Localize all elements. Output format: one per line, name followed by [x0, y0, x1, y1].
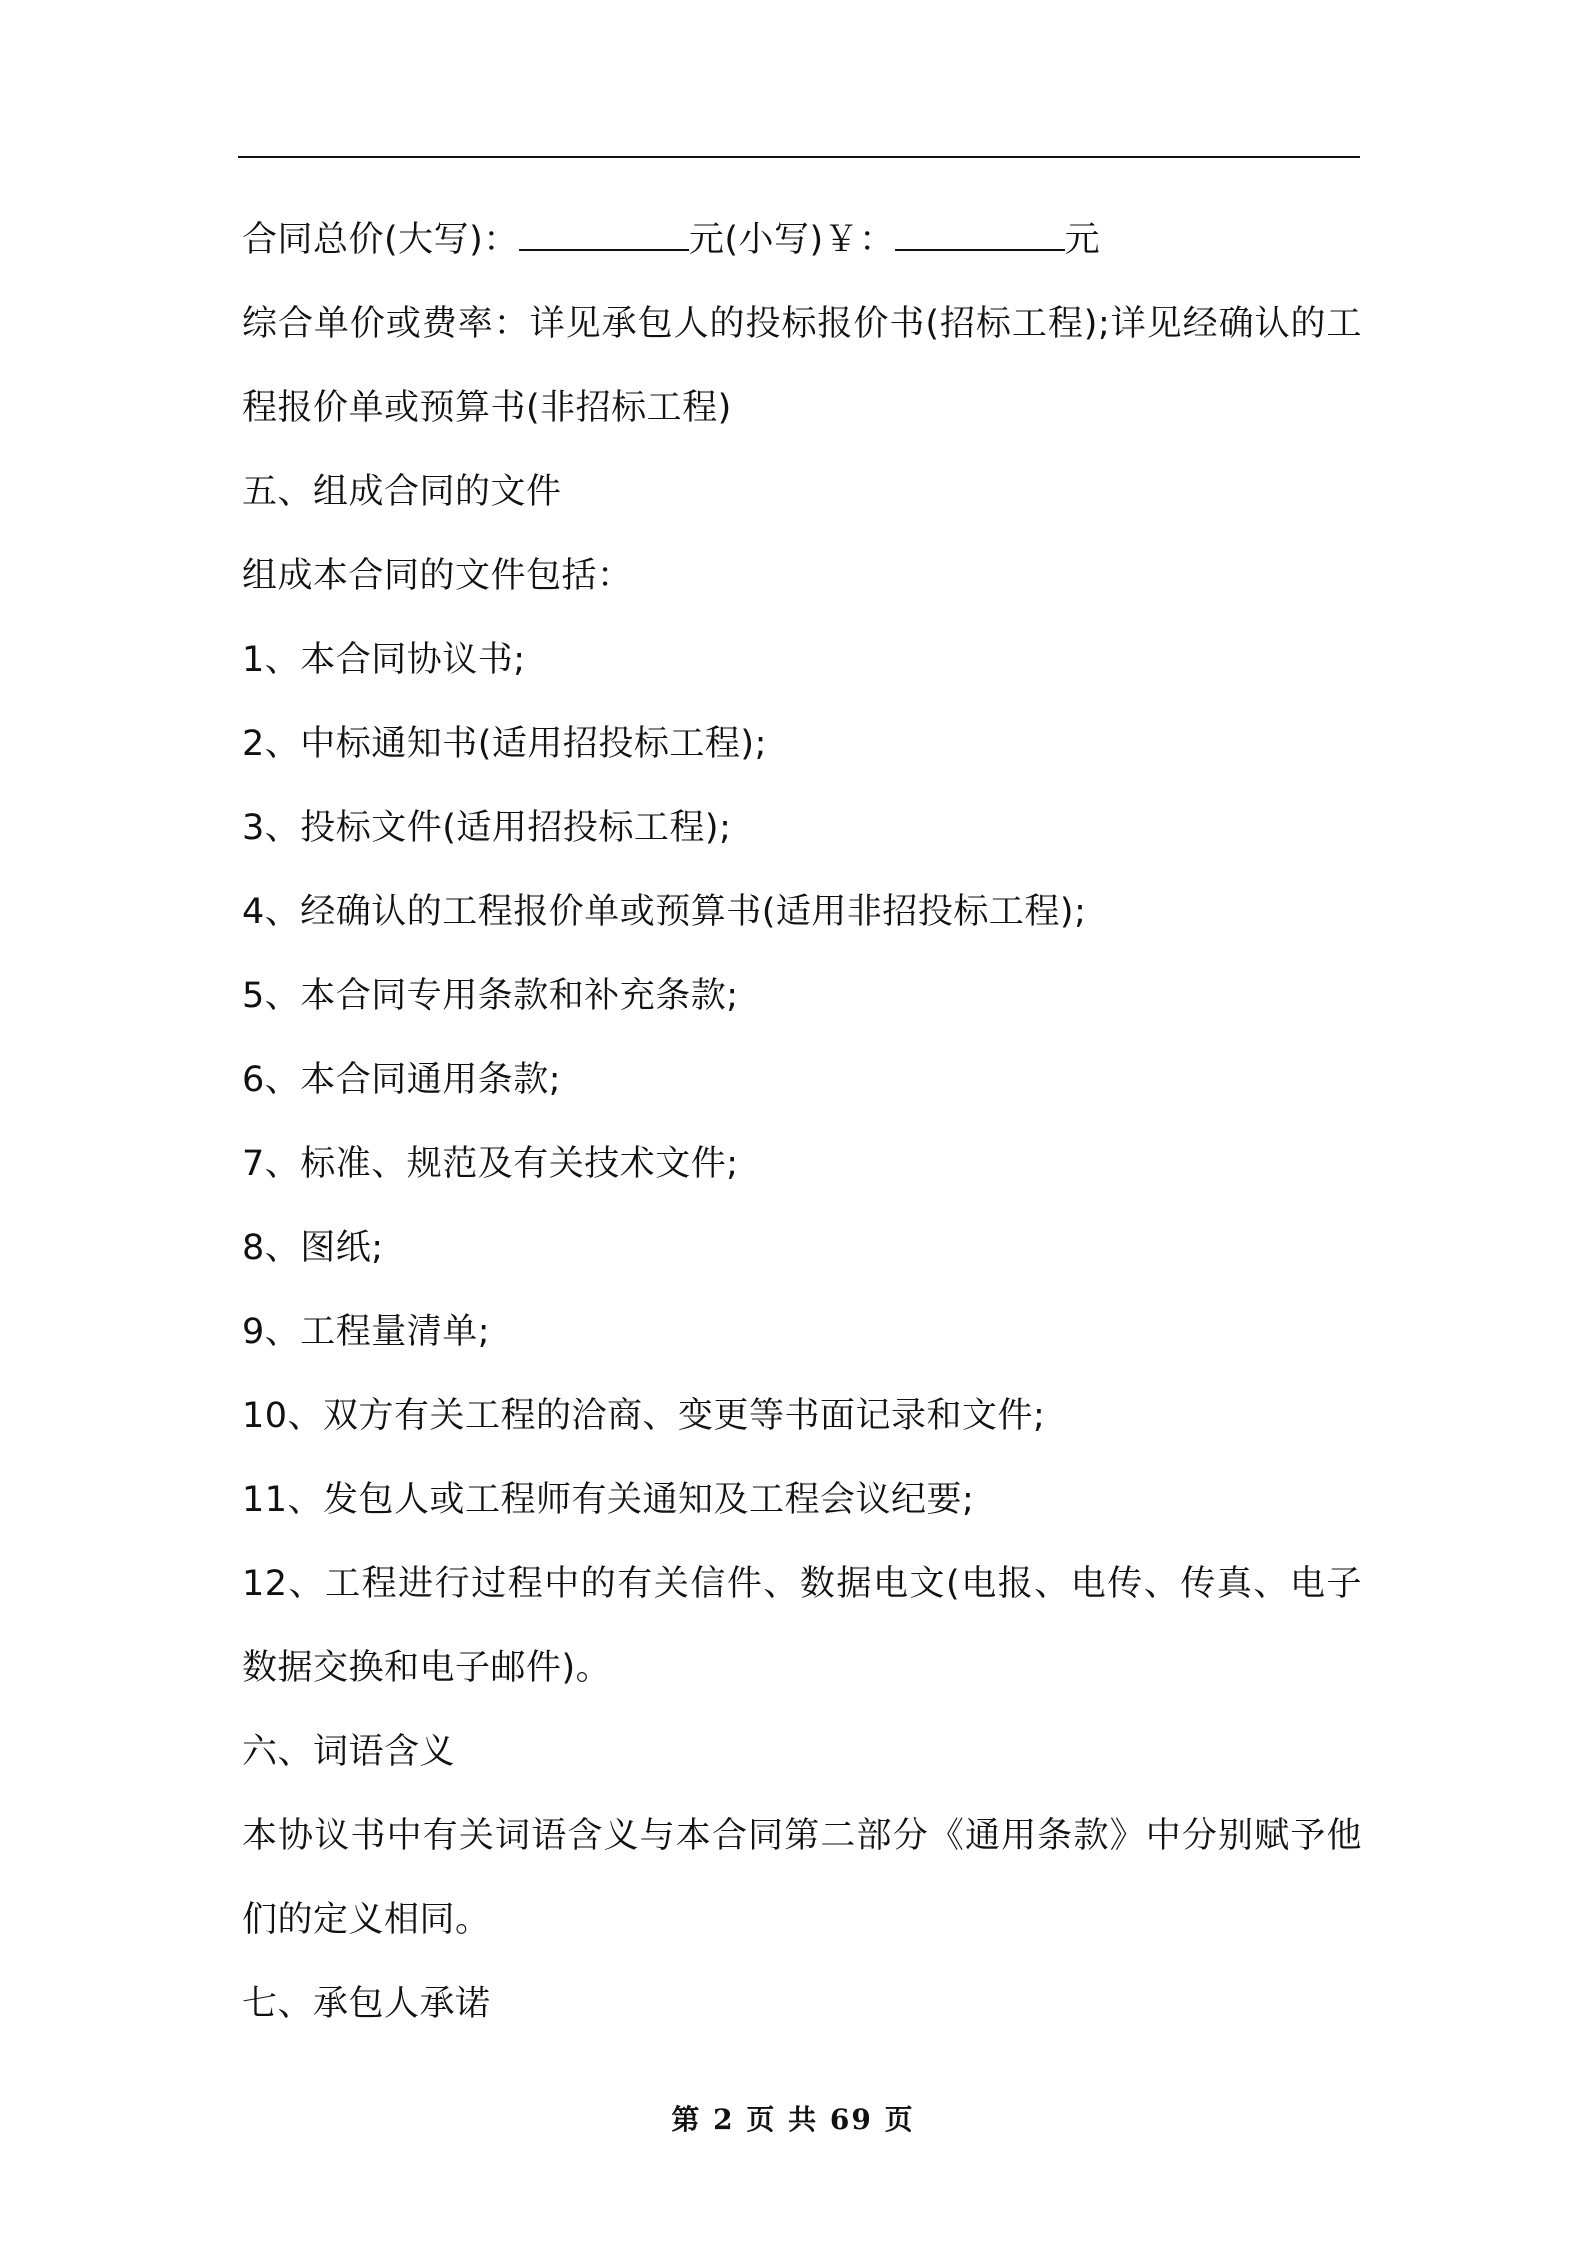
- section5-heading: 五、组成合同的文件: [242, 472, 562, 512]
- list-item-7: 7、标准、规范及有关技术文件;: [242, 1144, 739, 1184]
- contract-price-unit-end: 元: [1064, 220, 1101, 260]
- list-item-3: 3、投标文件(适用招投标工程);: [242, 808, 732, 848]
- section6-body: 本协议书中有关词语含义与本合同第二部分《通用条款》中分别赋予他们的定义相同。: [242, 1816, 1362, 1940]
- section6-heading: 六、词语含义: [242, 1732, 456, 1772]
- list-item-11: 11、发包人或工程师有关通知及工程会议纪要;: [242, 1480, 975, 1520]
- list-item-6: 6、本合同通用条款;: [242, 1060, 562, 1100]
- list-item-9: 9、工程量清单;: [242, 1312, 491, 1352]
- contract-price-line: [242, 198, 1362, 282]
- section7-heading: 七、承包人承诺: [242, 1984, 491, 2024]
- contract-price-label: 合同总价(大写)：: [242, 220, 519, 260]
- price-words-blank: [519, 219, 689, 251]
- list-item-10: 10、双方有关工程的洽商、变更等书面记录和文件;: [242, 1396, 1046, 1436]
- list-item-5: 5、本合同专用条款和补充条款;: [242, 976, 739, 1016]
- list-item-1: 1、本合同协议书;: [242, 640, 526, 680]
- page-number-footer: 第 2 页 共 69 页: [671, 2103, 915, 2136]
- header-rule: [238, 156, 1360, 158]
- list-item-2: 2、中标通知书(适用招投标工程);: [242, 724, 767, 764]
- list-item-4: 4、经确认的工程报价单或预算书(适用非招投标工程);: [242, 892, 1087, 932]
- price-figures-blank: [895, 219, 1065, 251]
- list-item-8: 8、图纸;: [242, 1228, 384, 1268]
- section5-intro: 组成本合同的文件包括：: [242, 556, 633, 596]
- list-item-12: 12、工程进行过程中的有关信件、数据电文(电报、电传、传真、电子数据交换和电子邮件)。: [242, 1564, 1362, 1688]
- contract-price-unit-mid: 元(小写)￥：: [688, 220, 895, 260]
- unit-rate-paragraph: 综合单价或费率：详见承包人的投标报价书(招标工程);详见经确认的工程报价单或预算书(非招标工程): [242, 304, 1362, 428]
- document-body: [242, 198, 1362, 2046]
